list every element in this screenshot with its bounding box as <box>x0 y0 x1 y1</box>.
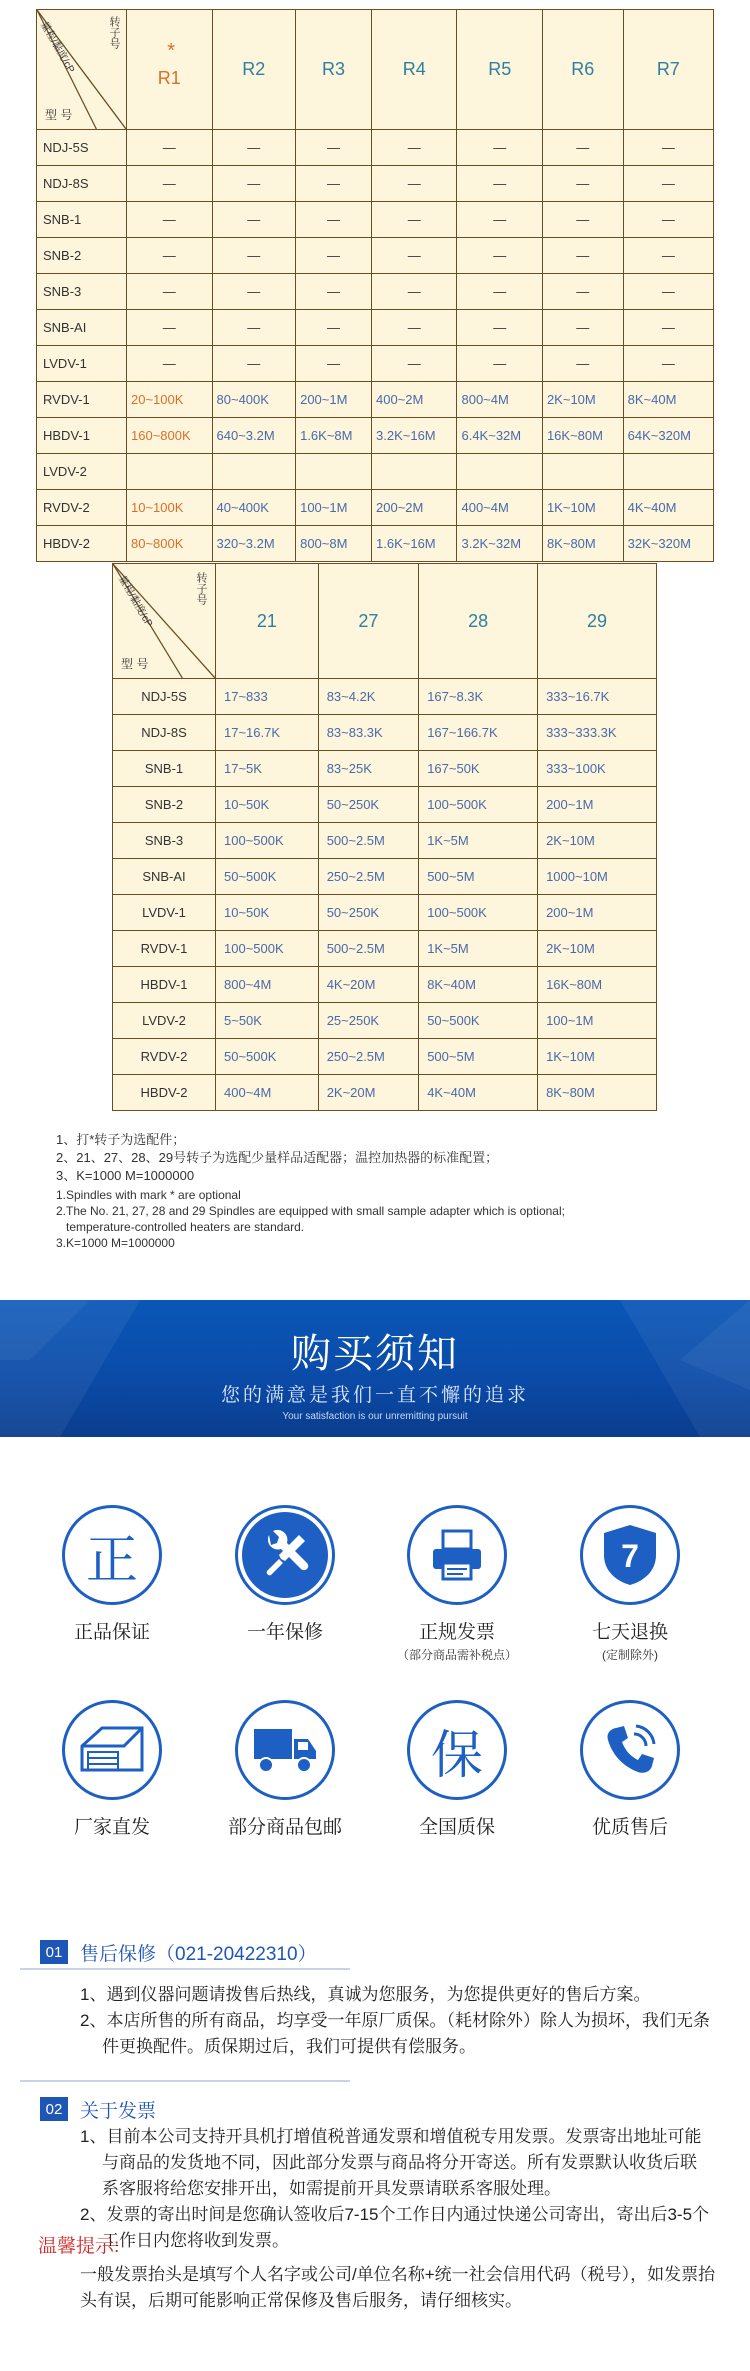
section1-body <box>80 1982 710 2060</box>
range-cell: 320~3.2M <box>212 526 296 562</box>
range-cell: 83~25K <box>318 751 419 787</box>
table-row <box>113 1075 657 1111</box>
table-row <box>37 526 714 562</box>
range-cell: 167~166.7K <box>419 715 538 751</box>
range-cell: 50~500K <box>216 1039 319 1075</box>
header-r2: R2 <box>212 10 296 130</box>
range-cell: 1K~5M <box>419 823 538 859</box>
table-row <box>37 274 714 310</box>
range-cell: 80~400K <box>212 382 296 418</box>
range-cell: 100~1M <box>296 490 372 526</box>
table-row <box>113 931 657 967</box>
optional-star-icon: * <box>167 40 176 62</box>
range-cell: 333~100K <box>538 751 657 787</box>
range-cell: 64K~320M <box>623 418 713 454</box>
range-cell: 80~800K <box>127 526 213 562</box>
range-cell: 333~333.3K <box>538 715 657 751</box>
range-cell: — <box>296 166 372 202</box>
range-cell: — <box>127 310 213 346</box>
range-cell: — <box>457 346 542 382</box>
service-label: 七天退换 <box>591 1622 668 1643</box>
range-cell: 17~16.7K <box>216 715 319 751</box>
range-cell: 100~500K <box>216 931 319 967</box>
range-cell: 400~4M <box>216 1075 319 1111</box>
banner-title: 购买须知 <box>291 1332 459 1376</box>
range-cell: 3.2K~16M <box>372 418 457 454</box>
table-row <box>113 679 657 715</box>
range-cell: — <box>296 310 372 346</box>
range-cell: — <box>127 166 213 202</box>
range-cell: — <box>457 166 542 202</box>
range-cell: — <box>542 346 623 382</box>
range-cell <box>127 454 213 490</box>
range-cell: — <box>212 166 296 202</box>
section-title: 关于发票 <box>80 2100 157 2122</box>
section1-item-1: 1、遇到仪器问题请拨售后热线，真诚为您服务，为您提供更好的售后方案。 <box>80 1985 651 2004</box>
model-cell: LVDV-2 <box>37 454 127 490</box>
svg-text:7: 7 <box>621 1538 639 1574</box>
tip-title: 温馨提示: <box>38 2236 120 2257</box>
range-cell: 1.6K~16M <box>372 526 457 562</box>
service-sub: （部分商品需补税点） <box>396 1648 517 1662</box>
service-label: 正规发票 <box>418 1622 495 1643</box>
note-cn-3: 3、K=1000 M=1000000 <box>56 1168 195 1183</box>
range-cell: 800~4M <box>457 382 542 418</box>
range-cell: 1K~5M <box>419 931 538 967</box>
range-cell: 5~50K <box>216 1003 319 1039</box>
range-cell: 400~2M <box>372 382 457 418</box>
range-cell: 250~2.5M <box>318 1039 419 1075</box>
range-cell: 16K~80M <box>538 967 657 1003</box>
range-cell: — <box>457 202 542 238</box>
range-cell: — <box>127 130 213 166</box>
range-cell: 100~500K <box>216 823 319 859</box>
range-cell: 800~4M <box>216 967 319 1003</box>
warehouse-icon <box>80 1724 144 1776</box>
range-cell: 8K~80M <box>542 526 623 562</box>
truck-icon <box>252 1725 318 1775</box>
table-row <box>113 787 657 823</box>
model-cell: NDJ-5S <box>37 130 127 166</box>
range-cell: 20~100K <box>127 382 213 418</box>
range-cell: — <box>542 166 623 202</box>
range-cell: 200~1M <box>538 787 657 823</box>
wrench-screwdriver-icon <box>255 1525 315 1585</box>
header-29: 29 <box>538 564 657 679</box>
phone-icon <box>600 1720 660 1780</box>
range-cell: 10~50K <box>216 895 319 931</box>
model-cell: SNB-2 <box>113 787 216 823</box>
range-cell: — <box>623 130 713 166</box>
range-cell: 500~5M <box>419 1039 538 1075</box>
header-r1: * R1 <box>127 10 213 130</box>
range-cell: 167~8.3K <box>419 679 538 715</box>
corner-model-label: 型 号 <box>45 108 73 122</box>
service-warranty <box>210 1505 360 1644</box>
service-free-shipping <box>210 1700 360 1839</box>
model-cell: RVDV-2 <box>37 490 127 526</box>
model-cell: RVDV-1 <box>113 931 216 967</box>
service-sub: (定制除外) <box>602 1648 658 1662</box>
range-cell: 8K~40M <box>419 967 538 1003</box>
table-row <box>37 490 714 526</box>
table1-header-row <box>37 10 714 130</box>
range-cell: 4K~20M <box>318 967 419 1003</box>
range-cell: — <box>457 130 542 166</box>
service-label: 正品保证 <box>73 1622 150 1643</box>
range-cell: 250~2.5M <box>318 859 419 895</box>
range-cell: 1.6K~8M <box>296 418 372 454</box>
corner-range-label: 量程/黏度/cP <box>116 574 155 630</box>
section1-item-2: 2、本店所售的所有商品，均享受一年原厂质保。（耗材除外）除人为损坏，我们无条件更换配件。质保期过后，我们可提供有偿服务。 <box>80 2011 710 2056</box>
note-en-1: 1.Spindles with mark * are optional <box>56 1188 241 1202</box>
genuine-icon: 正 <box>85 1530 138 1591</box>
range-cell <box>623 454 713 490</box>
corner-spindle-label: 转子号 <box>195 572 207 605</box>
service-label: 厂家直发 <box>73 1817 150 1838</box>
range-cell: — <box>542 238 623 274</box>
spindle-range-table-2 <box>112 563 657 1111</box>
range-cell: — <box>127 202 213 238</box>
range-cell: — <box>623 238 713 274</box>
table-row <box>113 859 657 895</box>
table-row <box>37 238 714 274</box>
model-cell: NDJ-5S <box>113 679 216 715</box>
range-cell: 500~5M <box>419 859 538 895</box>
table-row <box>113 751 657 787</box>
range-cell: 10~100K <box>127 490 213 526</box>
section-divider <box>20 1968 350 1970</box>
table1-corner-cell <box>37 10 127 130</box>
model-cell: HBDV-1 <box>37 418 127 454</box>
range-cell: 83~83.3K <box>318 715 419 751</box>
note-en-2: 2.The No. 21, 27, 28 and 29 Spindles are equipped with small sample adapter which is optional; <box>56 1204 565 1218</box>
range-cell: — <box>542 130 623 166</box>
table-row <box>37 418 714 454</box>
header-28: 28 <box>419 564 538 679</box>
section-divider <box>20 2080 350 2082</box>
model-cell: SNB-AI <box>113 859 216 895</box>
model-cell: SNB-1 <box>113 751 216 787</box>
header-27: 27 <box>318 564 419 679</box>
range-cell: — <box>457 238 542 274</box>
range-cell: 160~800K <box>127 418 213 454</box>
model-cell: SNB-1 <box>37 202 127 238</box>
range-cell: — <box>372 130 457 166</box>
range-cell: — <box>127 346 213 382</box>
range-cell: 200~2M <box>372 490 457 526</box>
range-cell: 50~500K <box>419 1003 538 1039</box>
section2-body <box>80 2124 710 2254</box>
model-cell: SNB-2 <box>37 238 127 274</box>
model-cell: RVDV-1 <box>37 382 127 418</box>
corner-range-label: 量程/黏度/cP <box>38 20 77 76</box>
table-row <box>113 895 657 931</box>
range-cell: 50~500K <box>216 859 319 895</box>
table-row <box>37 202 714 238</box>
model-cell: SNB-3 <box>37 274 127 310</box>
range-cell: — <box>372 166 457 202</box>
header-r5: R5 <box>457 10 542 130</box>
service-label: 优质售后 <box>591 1817 668 1838</box>
range-cell: 200~1M <box>538 895 657 931</box>
range-cell: 100~500K <box>419 787 538 823</box>
model-cell: SNB-3 <box>113 823 216 859</box>
service-national-warranty <box>382 1700 532 1839</box>
range-cell: 25~250K <box>318 1003 419 1039</box>
range-cell: 2K~10M <box>538 823 657 859</box>
table-row <box>37 130 714 166</box>
range-cell <box>296 454 372 490</box>
range-cell: 83~4.2K <box>318 679 419 715</box>
range-cell: 32K~320M <box>623 526 713 562</box>
model-cell: HBDV-1 <box>113 967 216 1003</box>
model-cell: SNB-AI <box>37 310 127 346</box>
section-after-sale-header <box>40 1939 317 1965</box>
range-cell: 500~2.5M <box>318 823 419 859</box>
range-cell <box>212 454 296 490</box>
table-row <box>37 382 714 418</box>
model-cell: HBDV-2 <box>113 1075 216 1111</box>
notes-block <box>56 1131 736 1251</box>
table-row <box>37 454 714 490</box>
table2-header-row <box>113 564 657 679</box>
section2-item-2: 2、发票的寄出时间是您确认签收后7-15个工作日内通过快递公司寄出，寄出后3-5个工作日内您将收到发票。 <box>80 2205 710 2250</box>
banner-subtitle: 您的满意是我们一直不懈的追求 <box>220 1385 529 1406</box>
range-cell: — <box>296 130 372 166</box>
note-en-4: 3.K=1000 M=1000000 <box>56 1236 175 1250</box>
table2-corner-cell <box>113 564 216 679</box>
model-cell: HBDV-2 <box>37 526 127 562</box>
service-invoice <box>382 1505 532 1663</box>
service-label: 全国质保 <box>418 1817 495 1838</box>
service-genuine <box>37 1505 187 1644</box>
range-cell: — <box>542 202 623 238</box>
range-cell: — <box>212 130 296 166</box>
range-cell: — <box>457 310 542 346</box>
range-cell: — <box>372 346 457 382</box>
header-r6: R6 <box>542 10 623 130</box>
range-cell: 1000~10M <box>538 859 657 895</box>
range-cell: — <box>623 310 713 346</box>
section-number: 01 <box>40 1940 68 1964</box>
shield-seven-icon <box>600 1523 660 1587</box>
range-cell: 1K~10M <box>538 1039 657 1075</box>
header-21: 21 <box>216 564 319 679</box>
header-r3: R3 <box>296 10 372 130</box>
range-cell: 500~2.5M <box>318 931 419 967</box>
range-cell: 4K~40M <box>419 1075 538 1111</box>
range-cell: 100~500K <box>419 895 538 931</box>
range-cell: 3.2K~32M <box>457 526 542 562</box>
range-cell: 640~3.2M <box>212 418 296 454</box>
range-cell: 400~4M <box>457 490 542 526</box>
note-en-3: temperature-controlled heaters are standard. <box>56 1220 305 1234</box>
range-cell: — <box>372 202 457 238</box>
section-invoice-header <box>40 2096 156 2122</box>
range-cell: 333~16.7K <box>538 679 657 715</box>
range-cell: 17~5K <box>216 751 319 787</box>
model-cell: LVDV-1 <box>113 895 216 931</box>
range-cell: 2K~10M <box>538 931 657 967</box>
table-row <box>113 1003 657 1039</box>
range-cell: 6.4K~32M <box>457 418 542 454</box>
range-cell: — <box>623 274 713 310</box>
range-cell: — <box>372 238 457 274</box>
service-return <box>555 1505 705 1663</box>
service-factory-direct <box>37 1700 187 1839</box>
range-cell: — <box>296 346 372 382</box>
range-cell: 8K~80M <box>538 1075 657 1111</box>
table-row <box>37 346 714 382</box>
note-cn-2: 2、21、27、28、29号转子为选配少量样品适配器；温控加热器的标准配置； <box>56 1150 499 1165</box>
range-cell: — <box>212 202 296 238</box>
range-cell: 16K~80M <box>542 418 623 454</box>
range-cell: — <box>127 274 213 310</box>
range-cell: — <box>212 310 296 346</box>
range-cell <box>372 454 457 490</box>
range-cell: 4K~40M <box>623 490 713 526</box>
range-cell: 8K~40M <box>623 382 713 418</box>
range-cell <box>457 454 542 490</box>
range-cell: 800~8M <box>296 526 372 562</box>
range-cell: 10~50K <box>216 787 319 823</box>
range-cell: — <box>457 274 542 310</box>
model-cell: LVDV-2 <box>113 1003 216 1039</box>
printer-icon <box>427 1525 487 1585</box>
range-cell: — <box>296 202 372 238</box>
range-cell: 100~1M <box>538 1003 657 1039</box>
table-row <box>113 1039 657 1075</box>
range-cell: — <box>127 238 213 274</box>
range-cell: — <box>296 238 372 274</box>
range-cell: 50~250K <box>318 895 419 931</box>
service-after-sales <box>555 1700 705 1839</box>
section-title: 售后保修（021-20422310） <box>80 1943 317 1965</box>
range-cell: — <box>623 346 713 382</box>
model-cell: NDJ-8S <box>37 166 127 202</box>
range-cell: 167~50K <box>419 751 538 787</box>
range-cell: — <box>212 274 296 310</box>
range-cell: 17~833 <box>216 679 319 715</box>
table-row <box>113 967 657 1003</box>
range-cell: — <box>212 346 296 382</box>
model-cell: NDJ-8S <box>113 715 216 751</box>
range-cell: — <box>372 274 457 310</box>
range-cell: 50~250K <box>318 787 419 823</box>
section2-item-1: 1、目前本公司支持开具机打增值税普通发票和增值税专用发票。发票寄出地址可能与商品的发货地不同，因此部分发票与商品将分开寄送。所有发票默认收货后联系客服将给您安排开出，如需提前开具发票请联系客服处理。 <box>80 2127 702 2198</box>
section-number: 02 <box>40 2097 68 2121</box>
corner-spindle-label: 转子号 <box>108 16 120 49</box>
guarantee-icon: 保 <box>430 1725 483 1786</box>
range-cell: 2K~10M <box>542 382 623 418</box>
table-row <box>113 715 657 751</box>
range-cell: 40~400K <box>212 490 296 526</box>
purchase-notice-banner <box>0 1300 750 1437</box>
banner-english: Your satisfaction is our unremitting pursuit <box>282 1411 468 1422</box>
model-cell: RVDV-2 <box>113 1039 216 1075</box>
spindle-range-table-1 <box>36 9 714 562</box>
table-row <box>37 310 714 346</box>
range-cell: — <box>542 274 623 310</box>
range-cell: — <box>296 274 372 310</box>
tip-text: 一般发票抬头是填写个人名字或公司/单位名称+统一社会信用代码（税号），如发票抬头有误，后期可能影响正常保修及售后服务，请仔细核实。 <box>80 2265 716 2310</box>
range-cell: 2K~20M <box>318 1075 419 1111</box>
corner-model-label: 型 号 <box>121 657 149 671</box>
header-r7: R7 <box>623 10 713 130</box>
range-cell: — <box>372 310 457 346</box>
range-cell: 200~1M <box>296 382 372 418</box>
header-r4: R4 <box>372 10 457 130</box>
service-label: 部分商品包邮 <box>227 1817 342 1838</box>
range-cell <box>542 454 623 490</box>
range-cell: — <box>623 166 713 202</box>
range-cell: — <box>542 310 623 346</box>
service-label: 一年保修 <box>246 1622 323 1643</box>
range-cell: — <box>623 202 713 238</box>
range-cell: 1K~10M <box>542 490 623 526</box>
note-cn-1: 1、打*转子为选配件； <box>56 1132 186 1147</box>
table-row <box>113 823 657 859</box>
table-row <box>37 166 714 202</box>
range-cell: — <box>212 238 296 274</box>
model-cell: LVDV-1 <box>37 346 127 382</box>
